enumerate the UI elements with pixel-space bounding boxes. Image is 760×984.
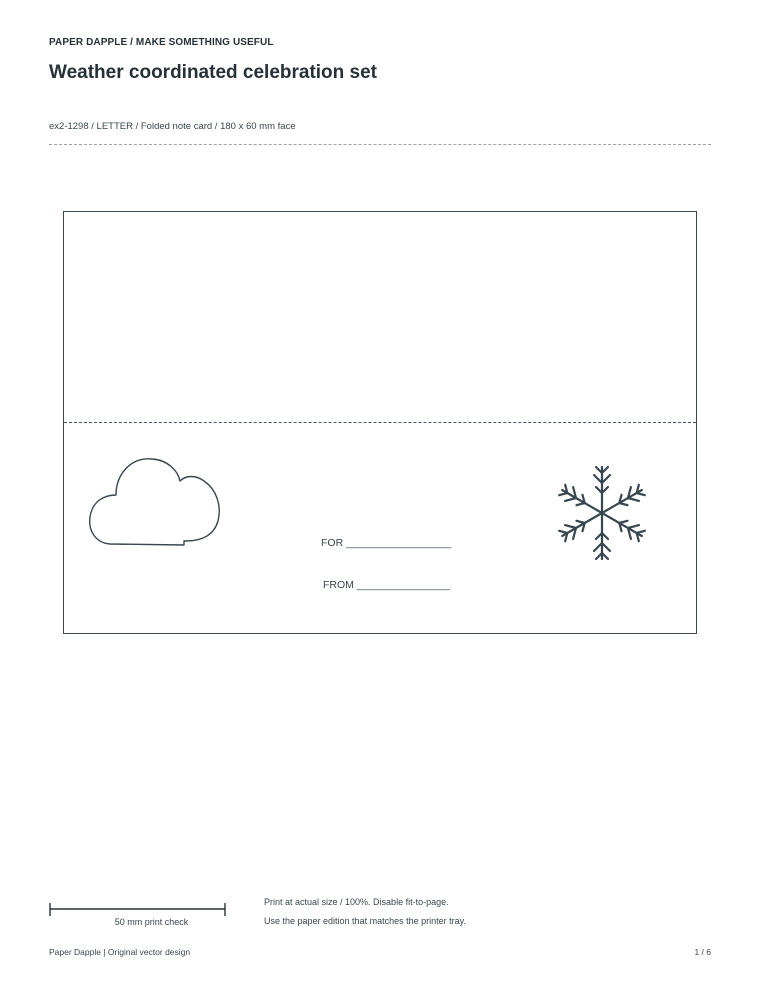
for-line: FOR __________________ [321, 537, 452, 549]
from-line: FROM ________________ [323, 579, 451, 591]
header-divider [49, 144, 711, 145]
brand-line: PAPER DAPPLE / MAKE SOMETHING USEFUL [49, 37, 274, 48]
note-card [63, 211, 697, 634]
cloud-icon [88, 453, 220, 548]
print-scale-bar [49, 901, 227, 917]
footer-credit: Paper Dapple | Original vector design [49, 947, 191, 957]
print-note-1: Print at actual size / 100%. Disable fit-to-page. [264, 897, 449, 907]
page-number: 1 / 6 [694, 947, 711, 957]
page-title: Weather coordinated celebration set [49, 62, 378, 83]
document-meta: ex2-1298 / LETTER / Folded note card / 180 x 60 mm face [49, 121, 296, 132]
scale-label: 50 mm print check [114, 917, 189, 927]
snowflake-icon [548, 463, 656, 563]
print-note-2: Use the paper edition that matches the printer tray. [264, 916, 466, 926]
fold-line [64, 422, 696, 423]
